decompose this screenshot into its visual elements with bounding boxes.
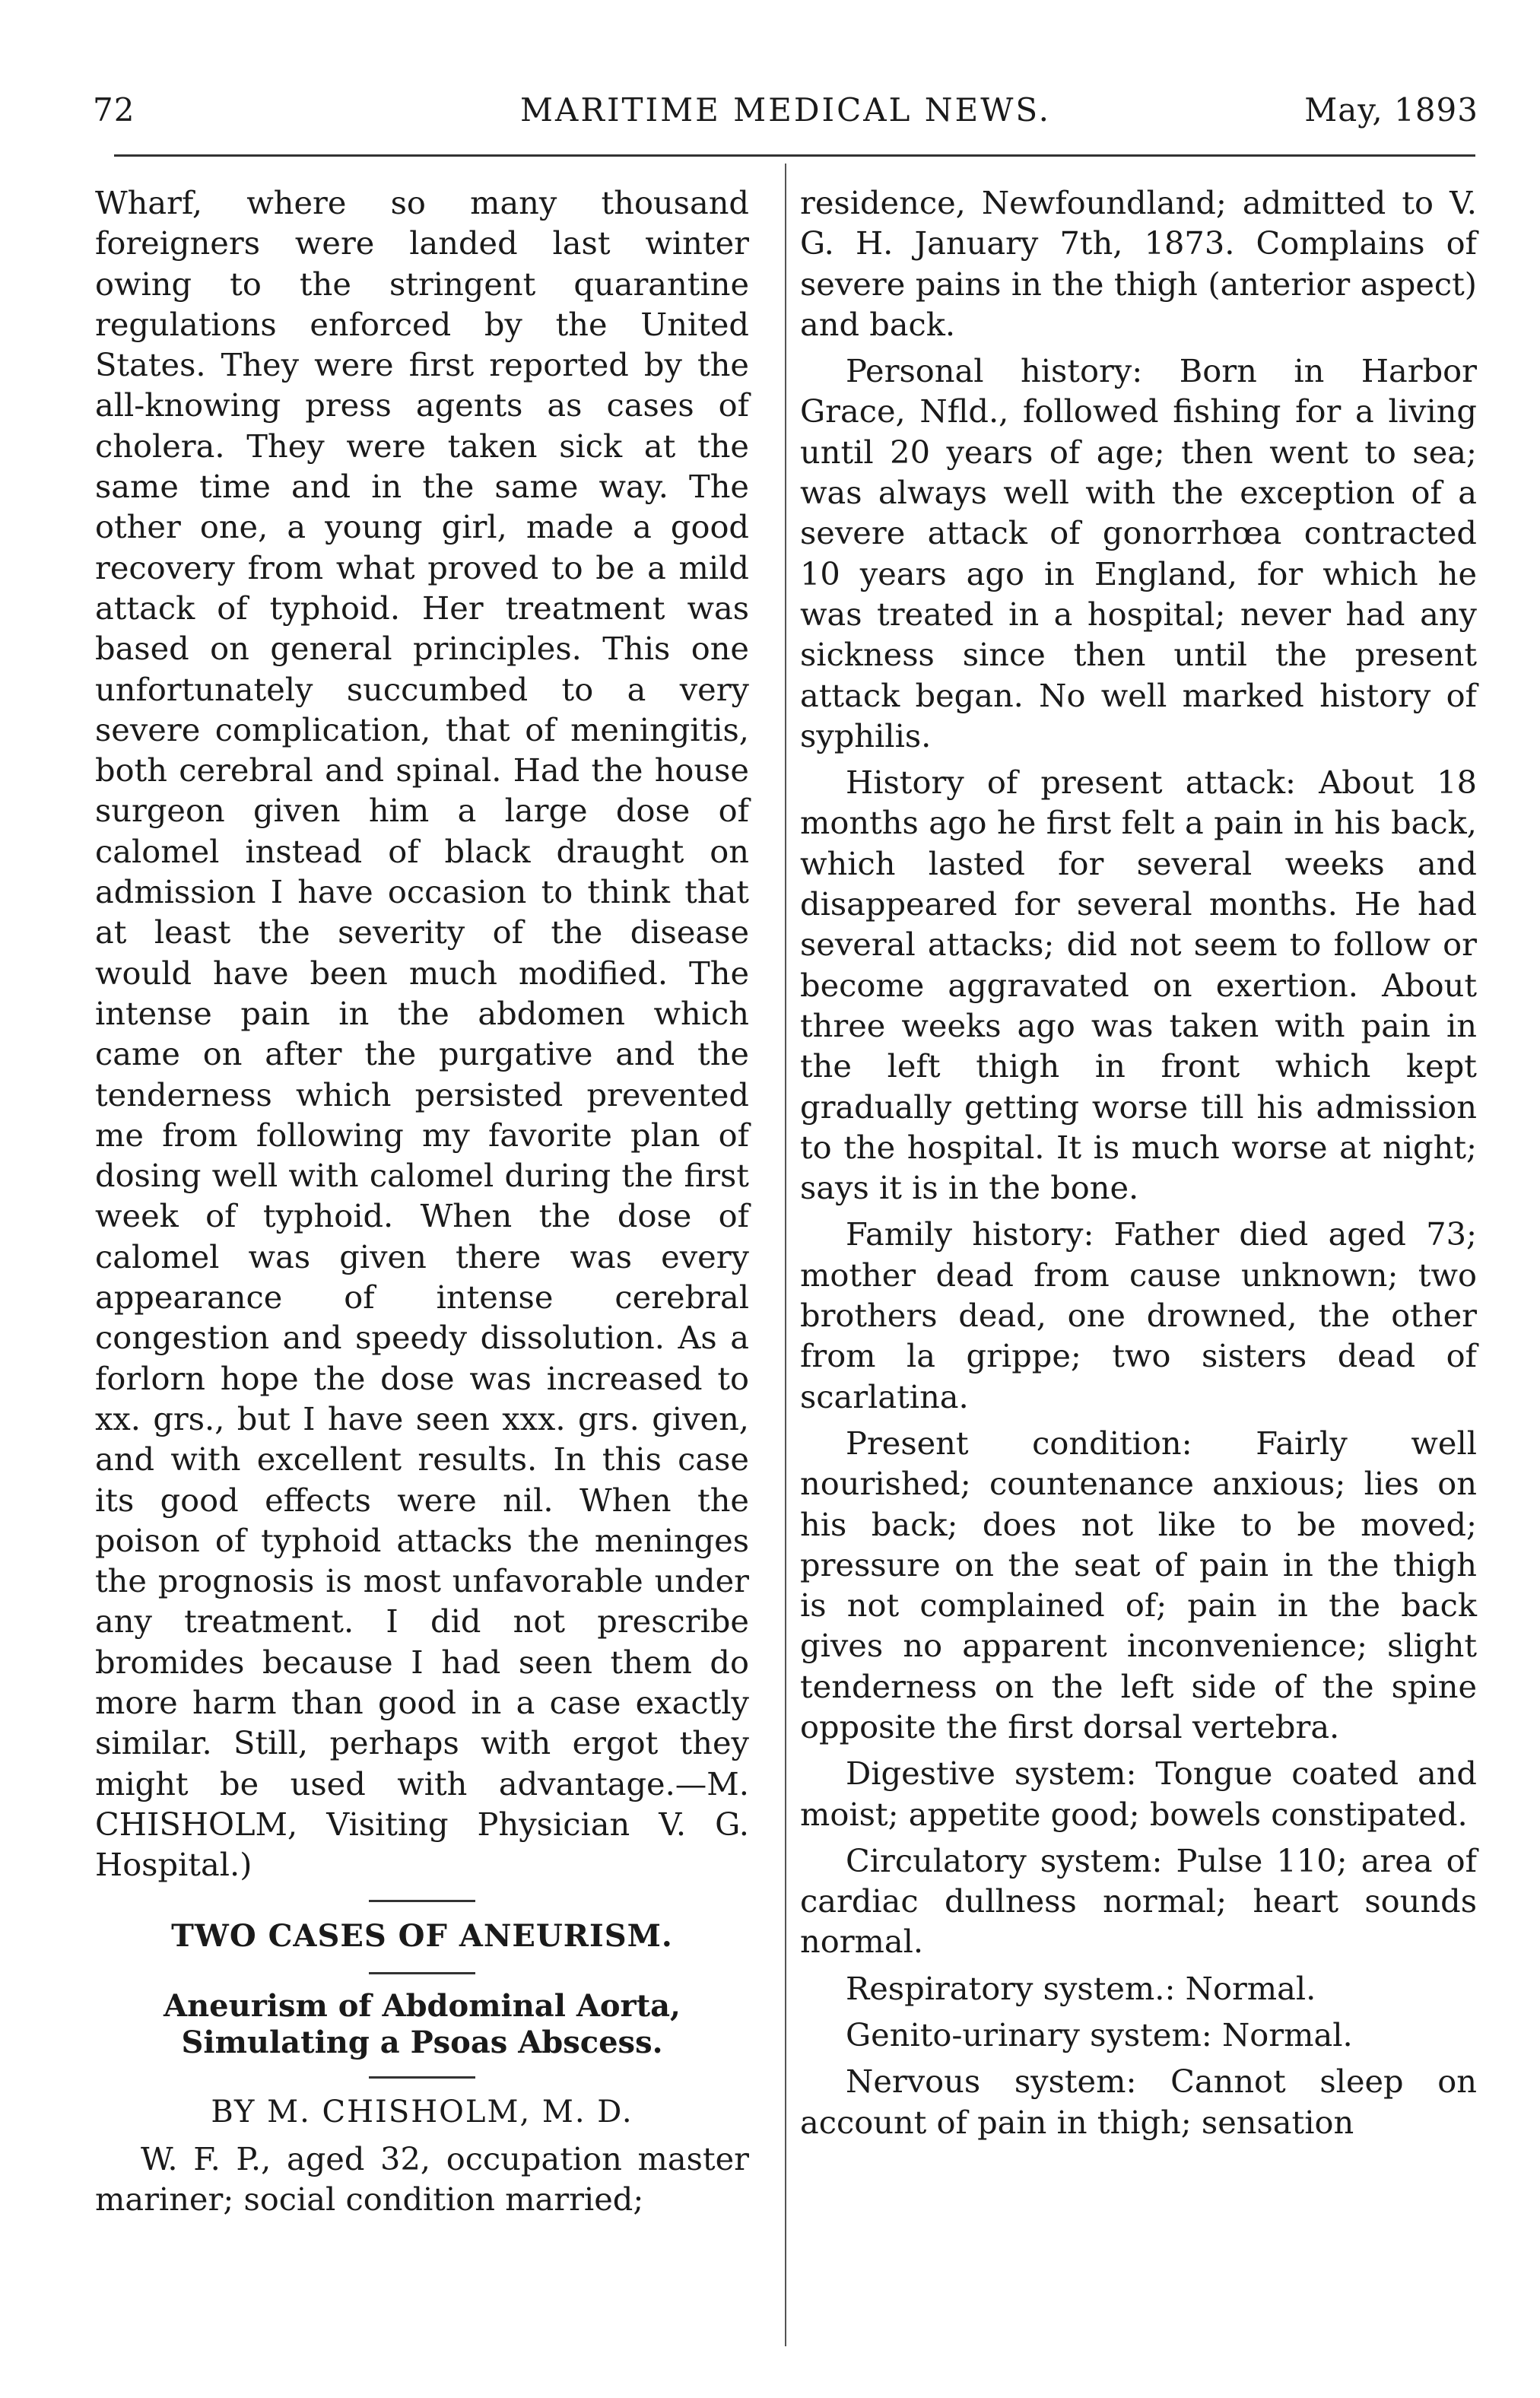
byline: BY M. CHISHOLM, M. D. (211, 2094, 633, 2130)
article-subtitle: Aneurism of Abdominal Aorta, Simulating a Psoas Abscess. (164, 1987, 681, 2060)
header-rule (114, 154, 1475, 157)
paragraph: Family history: Father died aged 73; mother dead from cause unknown; two brothers dead, one drowned, the other from la grippe; two sisters dead of scarlatina. (800, 1215, 1477, 1415)
paragraph: Digestive system: Tongue coated and moist; appetite good; bowels constipated. (800, 1755, 1477, 1833)
paragraph: Genito-urinary system: Normal. (846, 2016, 1353, 2054)
paragraph: Circulatory system: Pulse 110; area of cardiac dullness normal; heart sounds normal. (800, 1841, 1477, 1961)
right-column (800, 183, 1477, 2149)
paragraph: Respiratory system.: Normal. (846, 1969, 1316, 2007)
subtitle-rule (369, 1972, 475, 1974)
paragraph: residence, Newfoundland; admitted to V. G. H. January 7th, 1873. Complains of severe pains in the thigh (anterior aspect) and back. (800, 184, 1477, 343)
issue-date: May, 1893 (1304, 91, 1478, 129)
column-divider (785, 164, 786, 2346)
byline-rule (369, 2076, 475, 2079)
paragraph: Personal history: Born in Harbor Grace, Nfld., followed fishing for a living until 20 years of age; then went to sea; was always well with the exception of a severe attack of gonorrhœa contracted 10 years ago in England, for which he was treated in a hospital; never had any sickness since then until the present attack began. No well marked history of syphilis. (800, 352, 1477, 754)
section-title: TWO CASES OF ANEURISM. (171, 1918, 673, 1955)
left-column (95, 183, 749, 2226)
paragraph: History of present attack: About 18 months ago he first felt a pain in his back, which lasted for several weeks and disappeared for several months. He had several attacks; did not seem to follow or become aggravated on exertion. About three weeks ago was taken with pain in the left thigh in front which kept gradually getting worse till his admission to the hospital. It is much worse at night; says it is in the bone. (800, 764, 1477, 1207)
section-rule (369, 1900, 475, 1902)
paragraph: Present condition: Fairly well nourished; countenance anxious; lies on his back; does not like to be moved; pressure on the seat of pain in the thigh is not complained of; pain in the back gives no apparent inconvenience; slight tenderness on the left side of the spine opposite the first dorsal vertebra. (800, 1424, 1477, 1745)
page-number: 72 (93, 91, 135, 129)
paragraph: Wharf, where so many thousand foreigners were landed last winter owing to the stringent quarantine regulations enforced by the United States. They were first reported by the all-knowing press agents as cases of cholera. They were taken sick at the same time and in the same way. The other one, a young girl, made a good recovery from what proved to be a mild attack of typhoid. Her treatment was based on general principles. This one unfortunately succumbed to a very severe complication, that of meningitis, both cerebral and spinal. Had the house surgeon given him a large dose of calomel instead of black draught on admission I have occasion to think that at least the severity of the disease would have been much modified. The intense pain in the abdomen which came on after the purgative and the tenderness which persisted prevented me from following my favorite plan of dosing well with calomel during the first week of typhoid. When the dose of calomel was given there was every appearance of intense cerebral congestion and speedy dissolution. As a forlorn hope the dose was increased to xx. grs., but I have seen xxx. grs. given, and with excellent results. In this case its good effects were nil. When the poison of typhoid attacks the meninges the prognosis is most unfavorable under any treatment. I did not prescribe bromides because I had seen them do more harm than good in a case exactly similar. Still, perhaps with ergot they might be used with advantage.—M. CHISHOLM, Visiting Physician V. G. Hospital.) (95, 184, 749, 1884)
journal-title: MARITIME MEDICAL NEWS. (519, 91, 1051, 129)
paragraph: Nervous system: Cannot sleep on account of pain in thigh; sensation (800, 2063, 1477, 2141)
running-header (93, 91, 1478, 145)
paragraph: W. F. P., aged 32, occupation master mariner; social condition married; (95, 2140, 749, 2219)
